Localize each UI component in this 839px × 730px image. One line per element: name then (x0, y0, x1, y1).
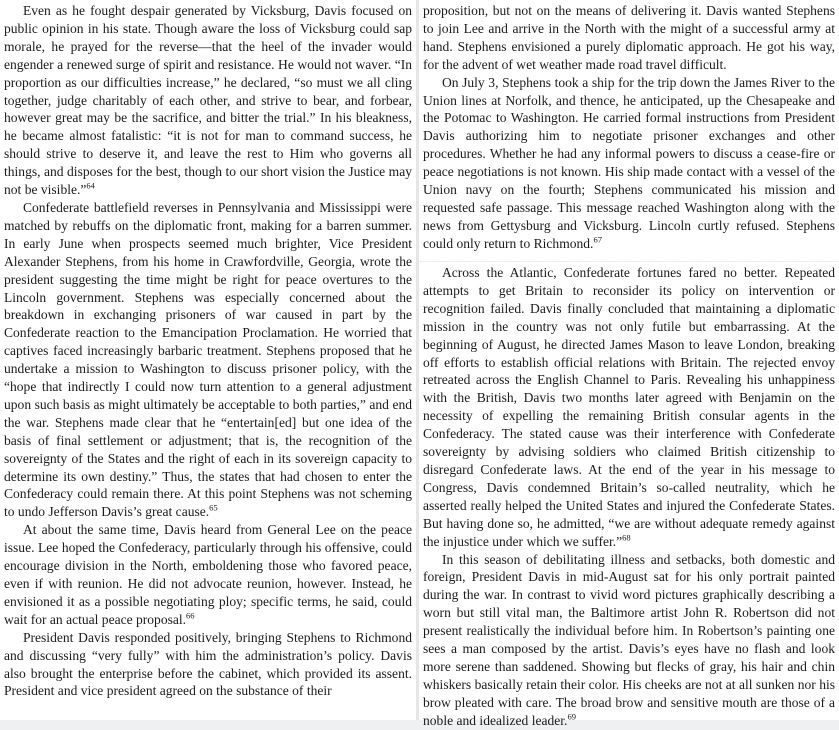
paragraph (4, 629, 412, 701)
footnote-marker: 66 (186, 610, 195, 621)
paragraph (423, 74, 835, 253)
paragraph-text: At about the same time, Davis heard from General Lee on the peace issue. Lee hoped the Confederacy, particularly through his offensive, could encourage division in the North, emboldening those who favored peace, even if with reunion. He did not advocate reunion, however. Instead, he envisioned it as a possible negotiating ploy; specific terms, he said, could wait for an actual peace proposal. (4, 522, 412, 627)
paragraph-text: Across the Atlantic, Confederate fortunes fared no better. Repeated attempts to get Britain to reconsider its policy on intervention or recognition failed. Davis finally concluded that maintaining a diplomatic mission in the country was not only futile but embarrassing. At the beginning of August, he directed James Mason to leave London, breaking off efforts to establish official relations with Britain. The rejected envoy retreated across the English Channel to Paris. Revealing his unhappiness with the British, Davis two months later agreed with Benjamin on the necessity of expelling the remaining British consular agents in the Confederacy. The stated cause was their interference with Confederate sovereignty by advising soldiers who claimed British citizenship to disregard Confederate laws. At the end of the year in his message to Congress, Davis condemned Britain’s so-called neutrality, which he asserted really helped the United States and injured the Confederate States. But having done so, he admitted, “we are without adequate remedy against the injustice under which we suffer.” (423, 265, 835, 549)
paragraph (4, 2, 412, 199)
paragraph (4, 199, 412, 521)
footnote-marker: 65 (209, 502, 218, 513)
paragraph (423, 264, 835, 551)
footnote-marker: 64 (86, 180, 95, 191)
footnote-marker: 69 (567, 711, 576, 722)
left-column (0, 0, 416, 720)
paragraph-text: proposition, but not on the means of delivering it. Davis wanted Stephens to join Lee and arrive in the North with the might of a successful army at hand. Stephens envisioned a purely diplomatic approach. He got his way, for the advent of wet weather made road travel difficult. (423, 3, 835, 72)
paragraph-text: Even as he fought despair generated by Vicksburg, Davis focused on public opinion in his state. Though aware the loss of Vicksburg could sap morale, he prayed for the reverse—that the heel of the invader would engender a renewed surge of spirit and resistance. He would not waver. “In proportion as our difficulties increase,” he declared, “so must we all cling together, judge charitably of each other, and strive to bear, and forbear, however great may be the sacrifice, and bitter the trial.” In his bleakness, he became almost fatalistic: “it is not for man to command success, he should strive to deserve it, and leave the rest to Him who governs all things, and disposes for the best, though to our short vision the Justice may not be visible.” (4, 3, 412, 198)
paragraph-text: In this season of debilitating illness and setbacks, both domestic and foreign, President Davis in mid-August sat for his only portrait painted during the war. In contrast to vivid word pictures graphically describing a worn but still vital man, the Baltimore artist John R. Robertson did not present realistically the individual before him. In Robertson’s painting one sees a man composed by the artist. Davis’s eyes have no flash and look more serene than saddened. Showing but flecks of gray, his hair and chin whiskers basically retain their color. His cheeks are not at all sunken nor his brow pleated with care. The broad brow and sensitive mouth are those of a noble and idealized leader. (423, 551, 835, 728)
paragraph-text: Confederate battlefield reverses in Pennsylvania and Mississippi were matched by rebuffs on the diplomatic front, making for a barren summer. In early June when prospects seemed much brighter, Vice President Alexander Stephens, from his home in Crawfordville, Georgia, wrote the president suggesting the time might be right for peace overtures to the Lincoln government. Stephens was especially concerned about the breakdown in exchanging prisoners of war caused in part by the Confederate reaction to the Emancipation Proclamation. He worried that captives faced increasingly barbaric treatment. Stephens proposed that he undertake a mission to Washington to discuss prisoner policy, with the “hope that indirectly I could now turn attention to a general adjustment upon such basis as might ultimately be acceptable to both parties,” and end the war. Stephens made clear that he “entertain[ed] but one idea of the basis of final settlement or adjustment; that is, the recognition of the sovereignty of the States and the right of each in its sovereign capacity to determine its own destiny.” Thus, the states that had chosen to enter the Confederacy could remain there. At this point Stephens was not scheming to undo Jefferson Davis’s great cause. (4, 199, 412, 520)
paragraph-text: On July 3, Stephens took a ship for the trip down the James River to the Union lines at Norfolk, and thence, he anticipated, up the Chesapeake and the Potomac to Washington. He carried formal instructions from President Davis authorizing him to negotiate prisoner exchanges and other procedures. Whether he had any informal powers to discuss a cease-fire or peace negotiations is not known. His ship made contact with a vessel of the Union navy on the fourth; Stephens communicated his mission and requested safe passage. This message reached Washington along with the news from Gettysburg and Vicksburg. Lincoln curtly refused. Stephens could only return to Richmond. (423, 74, 835, 251)
paragraph (4, 521, 412, 628)
footnote-marker: 68 (622, 532, 631, 543)
right-bottom-column (419, 262, 839, 728)
paragraph (423, 2, 835, 74)
footnote-marker: 67 (593, 234, 602, 245)
right-top-column (419, 0, 839, 261)
paragraph (423, 551, 835, 730)
paragraph-text: President Davis responded positively, bringing Stephens to Richmond and discussing “very fully” with him the administration’s policy. Davis also brought the enterprise before the cabinet, which provided its assent. President and vice president agreed on the substance of their (4, 629, 412, 699)
